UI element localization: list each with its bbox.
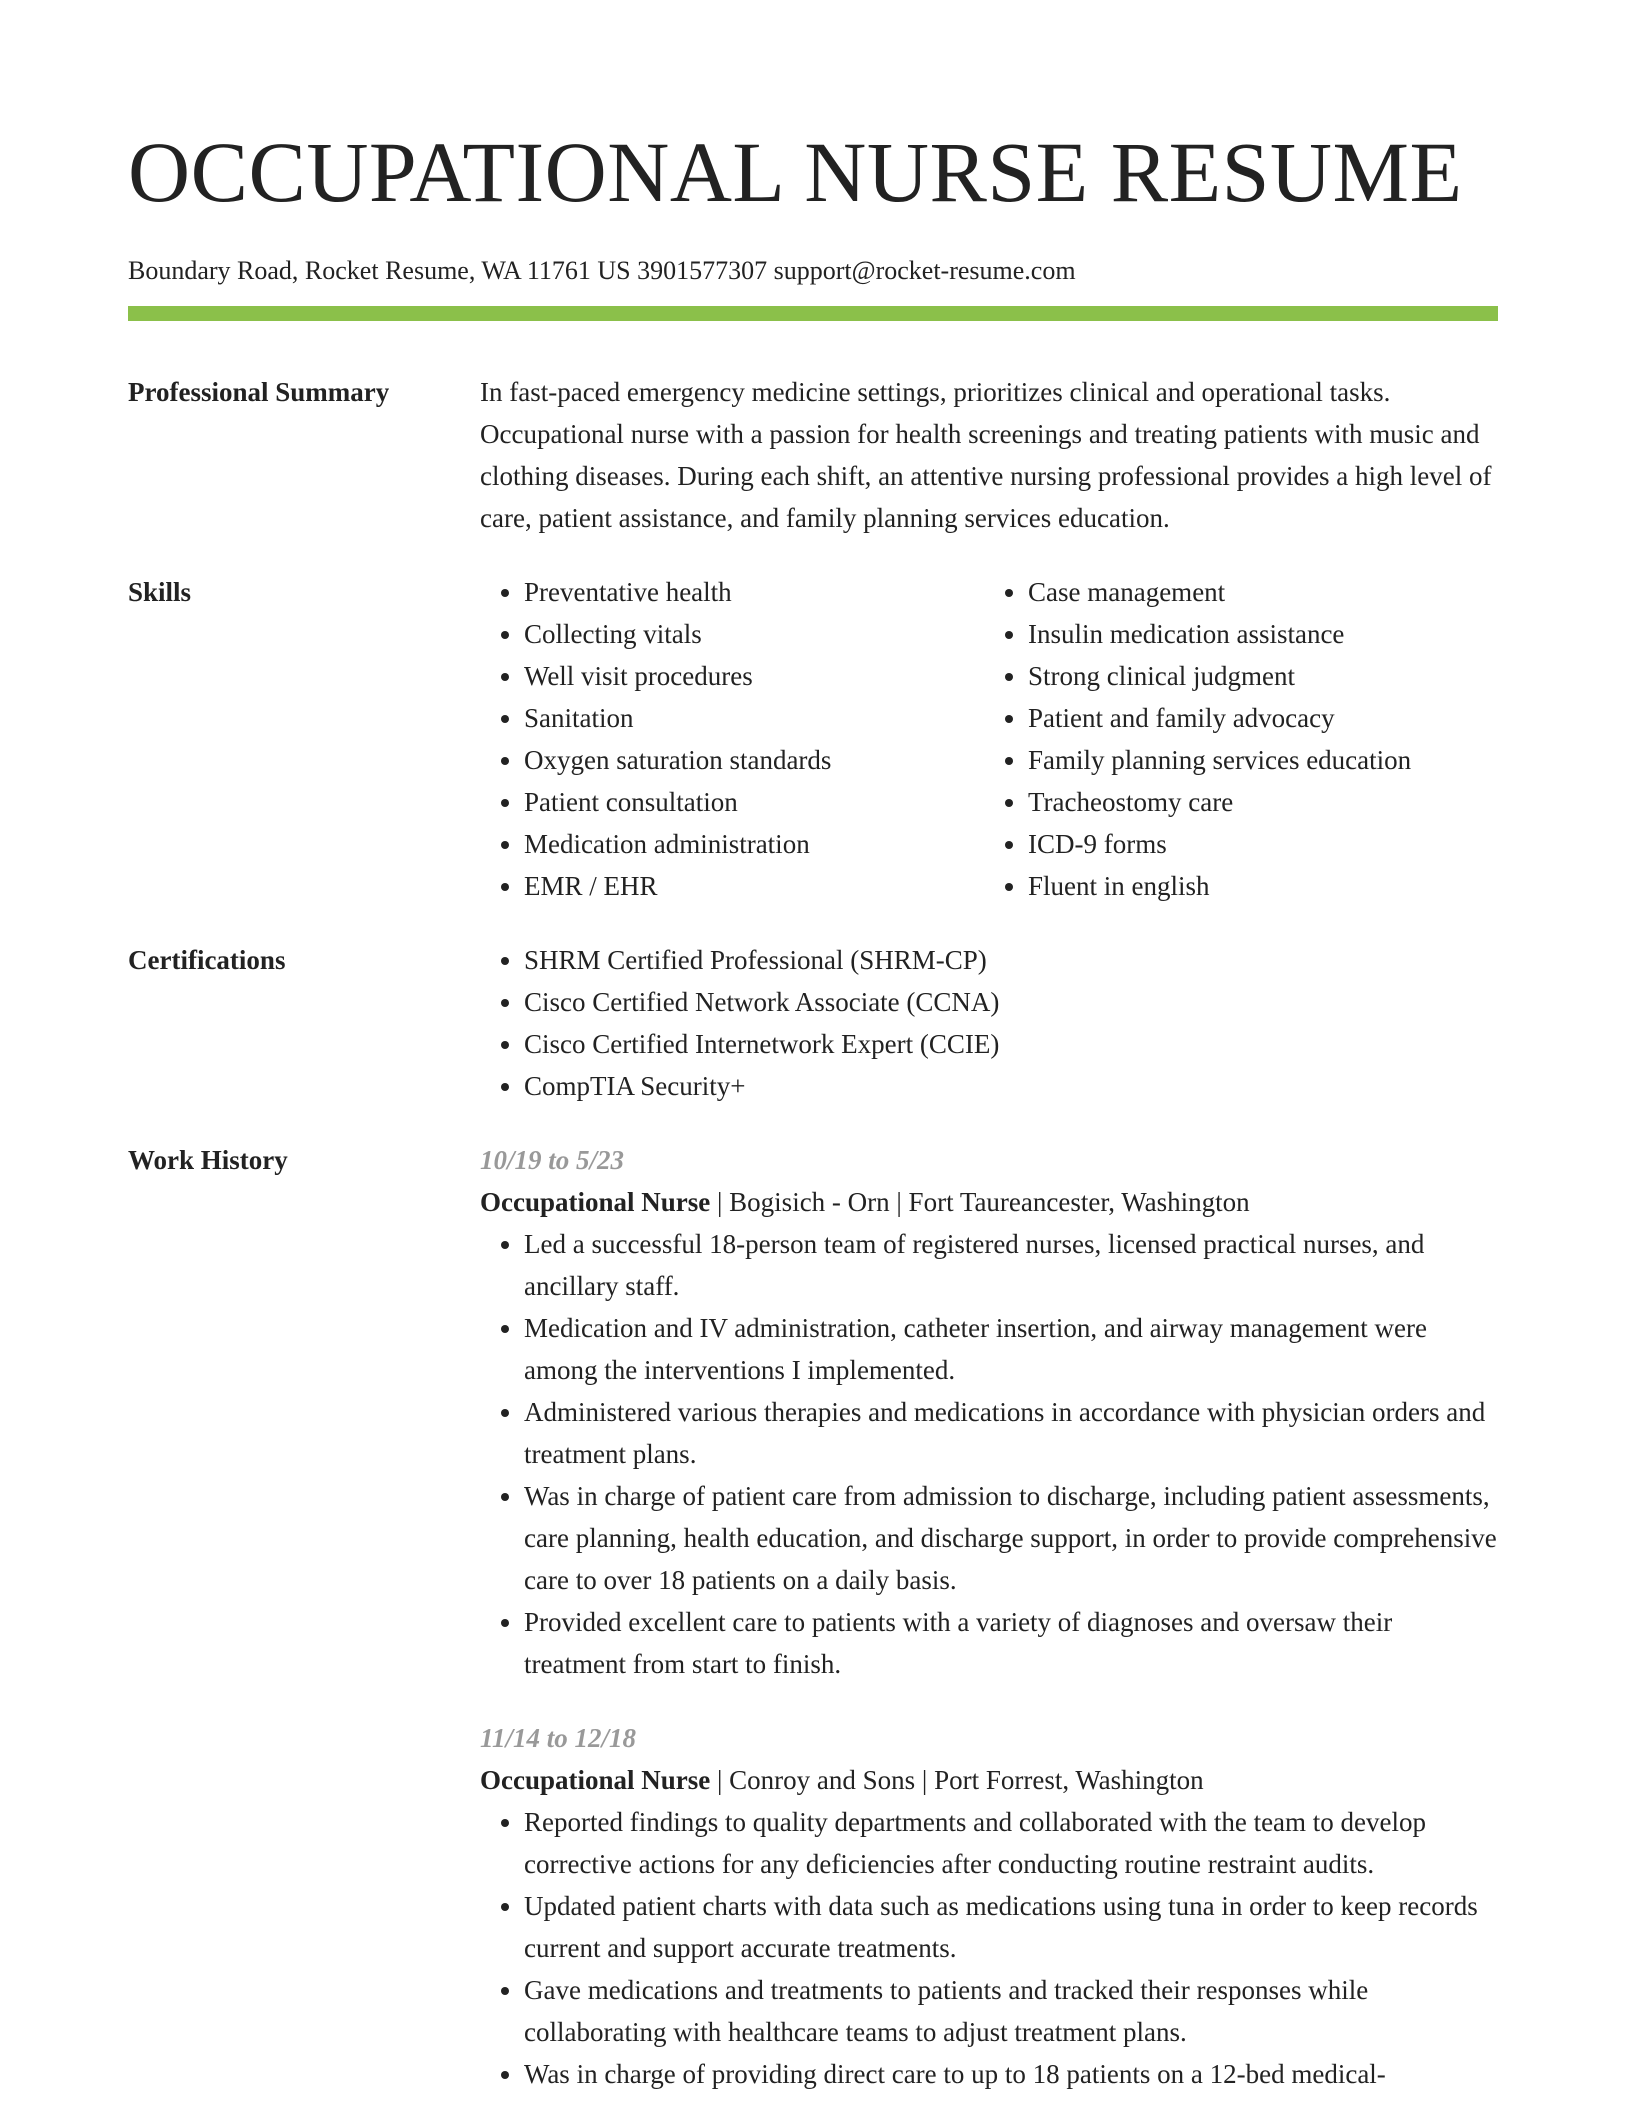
list-item: • Case management bbox=[1028, 571, 1498, 613]
job-details: | Bogisich - Orn | Fort Taureancester, Washington bbox=[710, 1187, 1250, 1217]
job-entry bbox=[480, 1139, 1498, 1685]
list-item: • Oxygen saturation standards bbox=[524, 739, 984, 781]
section-label: Skills bbox=[128, 577, 192, 607]
list-item: • Cisco Certified Network Associate (CCNA) bbox=[524, 981, 1498, 1023]
list-item: • Medication and IV administration, catheter insertion, and airway management were among the interventions I implemented. bbox=[524, 1307, 1498, 1391]
section-body bbox=[480, 939, 1498, 1107]
list-item: • CompTIA Security+ bbox=[524, 1065, 1498, 1107]
certifications-list bbox=[480, 939, 1498, 1107]
job-details: | Conroy and Sons | Port Forrest, Washington bbox=[710, 1765, 1204, 1795]
list-item: • Tracheostomy care bbox=[1028, 781, 1498, 823]
list-item: • Collecting vitals bbox=[524, 613, 984, 655]
section-body bbox=[480, 371, 1498, 539]
section-label: Professional Summary bbox=[128, 377, 390, 407]
job-date: 10/19 to 5/23 bbox=[480, 1145, 625, 1175]
list-item: • Preventative health bbox=[524, 571, 984, 613]
list-item: • Patient and family advocacy bbox=[1028, 697, 1498, 739]
list-item: • Led a successful 18-person team of registered nurses, licensed practical nurses, and ancillary staff. bbox=[524, 1223, 1498, 1307]
skills-column-2 bbox=[984, 571, 1498, 907]
professional-summary-section bbox=[128, 371, 1498, 539]
skills-column-1 bbox=[480, 571, 984, 907]
list-item: • Cisco Certified Internetwork Expert (CCIE) bbox=[524, 1023, 1498, 1065]
list-item: • Updated patient charts with data such as medications using tuna in order to keep records current and support accurate treatments. bbox=[524, 1885, 1498, 1969]
job-title: Occupational Nurse bbox=[480, 1187, 711, 1217]
section-body bbox=[480, 1139, 1498, 2095]
job-bullets bbox=[480, 1223, 1498, 1685]
list-item: • EMR / EHR bbox=[524, 865, 984, 907]
list-item: • Patient consultation bbox=[524, 781, 984, 823]
job-date: 11/14 to 12/18 bbox=[480, 1723, 637, 1753]
list-item: • Administered various therapies and medications in accordance with physician orders and treatment plans. bbox=[524, 1391, 1498, 1475]
list-item: • Insulin medication assistance bbox=[1028, 613, 1498, 655]
list-item: • Was in charge of providing direct care to up to 18 patients on a 12-bed medical- bbox=[524, 2053, 1498, 2095]
list-item: • Gave medications and treatments to patients and tracked their responses while collaborating with healthcare teams to adjust treatment plans. bbox=[524, 1969, 1498, 2053]
list-item: • Fluent in english bbox=[1028, 865, 1498, 907]
list-item: • Was in charge of patient care from admission to discharge, including patient assessments, care planning, health education, and discharge support, in order to provide comprehensive care to over 18 patients on a daily basis. bbox=[524, 1475, 1498, 1601]
skills-section bbox=[128, 571, 1498, 907]
list-item: • Medication administration bbox=[524, 823, 984, 865]
job-title: Occupational Nurse bbox=[480, 1765, 711, 1795]
list-item: • Strong clinical judgment bbox=[1028, 655, 1498, 697]
skills-columns bbox=[480, 571, 1498, 907]
contact-line: Boundary Road, Rocket Resume, WA 11761 US 3901577307 support@rocket-resume.com bbox=[128, 256, 1076, 285]
job-heading bbox=[480, 1759, 1498, 1801]
list-item: • Provided excellent care to patients with a variety of diagnoses and oversaw their treatment from start to finish. bbox=[524, 1601, 1498, 1685]
job-entry bbox=[480, 1717, 1498, 2095]
section-label: Work History bbox=[128, 1145, 288, 1175]
list-item: • Reported findings to quality departments and collaborated with the team to develop corrective actions for any deficiencies after conducting routine restraint audits. bbox=[524, 1801, 1498, 1885]
list-item: • Family planning services education bbox=[1028, 739, 1498, 781]
work-history-section bbox=[128, 1139, 1498, 2095]
list-item: • SHRM Certified Professional (SHRM-CP) bbox=[524, 939, 1498, 981]
page-title: OCCUPATIONAL NURSE RESUME bbox=[128, 124, 1463, 220]
list-item: • Well visit procedures bbox=[524, 655, 984, 697]
section-label: Certifications bbox=[128, 945, 286, 975]
list-item: • ICD-9 forms bbox=[1028, 823, 1498, 865]
list-item: • Sanitation bbox=[524, 697, 984, 739]
summary-text: In fast-paced emergency medicine settings, prioritizes clinical and operational tasks. Occupational nurse with a passion for health screenings and treating patients with music and clothing diseases. During each shift, an attentive nursing professional provides a high level of care, patient assistance, and family planning services education. bbox=[480, 377, 1492, 533]
certifications-section bbox=[128, 939, 1498, 1107]
job-bullets bbox=[480, 1801, 1498, 2095]
accent-divider bbox=[128, 306, 1498, 321]
job-heading bbox=[480, 1181, 1498, 1223]
